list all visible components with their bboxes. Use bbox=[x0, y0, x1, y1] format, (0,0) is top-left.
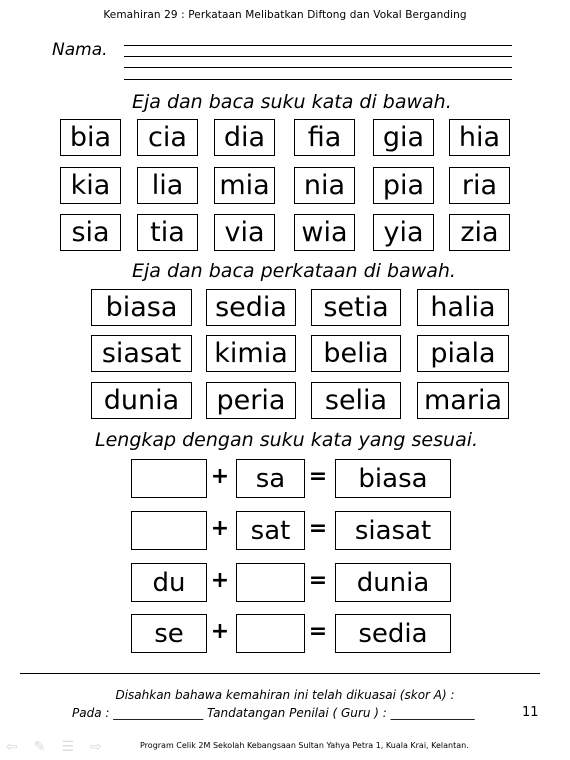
program-footer: Program Celik 2M Sekolah Kebangsaan Sultan Yahya Petra 1, Kuala Krai, Kelantan. bbox=[140, 741, 469, 750]
second-syllable-blank[interactable] bbox=[236, 563, 305, 602]
syllable-box: yia bbox=[373, 214, 434, 251]
syllable-box: mia bbox=[214, 167, 275, 204]
syllable-box: sia bbox=[60, 214, 121, 251]
syllable-box: ria bbox=[449, 167, 510, 204]
name-line bbox=[124, 79, 512, 80]
result-word-box: siasat bbox=[335, 511, 451, 550]
first-syllable-box: se bbox=[131, 614, 207, 653]
syllable-box: lia bbox=[137, 167, 198, 204]
name-line bbox=[124, 56, 512, 57]
word-box: halia bbox=[417, 289, 509, 326]
section2-heading: Eja dan baca perkataan di bawah. bbox=[132, 260, 456, 282]
syllable-box: tia bbox=[137, 214, 198, 251]
equals-sign: = bbox=[308, 464, 328, 489]
result-word-box: dunia bbox=[335, 563, 451, 602]
nav-toolbar bbox=[6, 739, 102, 755]
word-box: kimia bbox=[206, 335, 296, 372]
equals-sign: = bbox=[308, 516, 328, 541]
plus-sign: + bbox=[210, 619, 230, 644]
word-box: peria bbox=[206, 382, 296, 419]
name-line bbox=[124, 67, 512, 68]
syllable-box: cia bbox=[137, 119, 198, 156]
syllable-box: pia bbox=[373, 167, 434, 204]
equals-sign: = bbox=[308, 619, 328, 644]
section3-heading: Lengkap dengan suku kata yang sesuai. bbox=[95, 429, 479, 451]
section1-heading: Eja dan baca suku kata di bawah. bbox=[132, 91, 452, 113]
plus-sign: + bbox=[210, 568, 230, 593]
word-box: setia bbox=[311, 289, 401, 326]
page-header: Kemahiran 29 : Perkataan Melibatkan Diftong dan Vokal Berganding bbox=[103, 9, 467, 21]
certification-text: Disahkan bahawa kemahiran ini telah dikuasai (skor A) : bbox=[115, 688, 455, 702]
footer-divider bbox=[20, 673, 540, 674]
first-syllable-box: du bbox=[131, 563, 207, 602]
plus-sign: + bbox=[210, 464, 230, 489]
syllable-box: dia bbox=[214, 119, 275, 156]
syllable-box: fia bbox=[294, 119, 355, 156]
syllable-box: nia bbox=[294, 167, 355, 204]
result-word-box: biasa bbox=[335, 459, 451, 498]
word-box: sedia bbox=[206, 289, 296, 326]
plus-sign: + bbox=[210, 516, 230, 541]
syllable-box: bia bbox=[60, 119, 121, 156]
word-box: maria bbox=[417, 382, 509, 419]
menu-icon[interactable]: ☰ bbox=[61, 739, 75, 755]
first-syllable-blank[interactable] bbox=[131, 459, 207, 498]
second-syllable-box: sat bbox=[236, 511, 305, 550]
signature-line: Pada : _______________ Tandatangan Penilai ( Guru ) : ______________ bbox=[72, 706, 475, 720]
nama-label: Nama. bbox=[52, 40, 108, 60]
syllable-box: wia bbox=[294, 214, 355, 251]
syllable-box: hia bbox=[449, 119, 510, 156]
word-box: biasa bbox=[91, 289, 192, 326]
page-number: 11 bbox=[522, 705, 539, 720]
second-syllable-box: sa bbox=[236, 459, 305, 498]
syllable-box: via bbox=[214, 214, 275, 251]
word-box: piala bbox=[417, 335, 509, 372]
name-line bbox=[124, 45, 512, 46]
syllable-box: gia bbox=[373, 119, 434, 156]
arrow-left-icon[interactable]: ⇦ bbox=[6, 739, 18, 755]
equals-sign: = bbox=[308, 568, 328, 593]
arrow-right-icon[interactable]: ⇨ bbox=[90, 739, 102, 755]
word-box: dunia bbox=[91, 382, 192, 419]
syllable-box: zia bbox=[449, 214, 510, 251]
second-syllable-blank[interactable] bbox=[236, 614, 305, 653]
word-box: selia bbox=[311, 382, 401, 419]
pencil-icon[interactable]: ✎ bbox=[33, 739, 46, 755]
first-syllable-blank[interactable] bbox=[131, 511, 207, 550]
word-box: belia bbox=[311, 335, 401, 372]
syllable-box: kia bbox=[60, 167, 121, 204]
word-box: siasat bbox=[91, 335, 192, 372]
result-word-box: sedia bbox=[335, 614, 451, 653]
